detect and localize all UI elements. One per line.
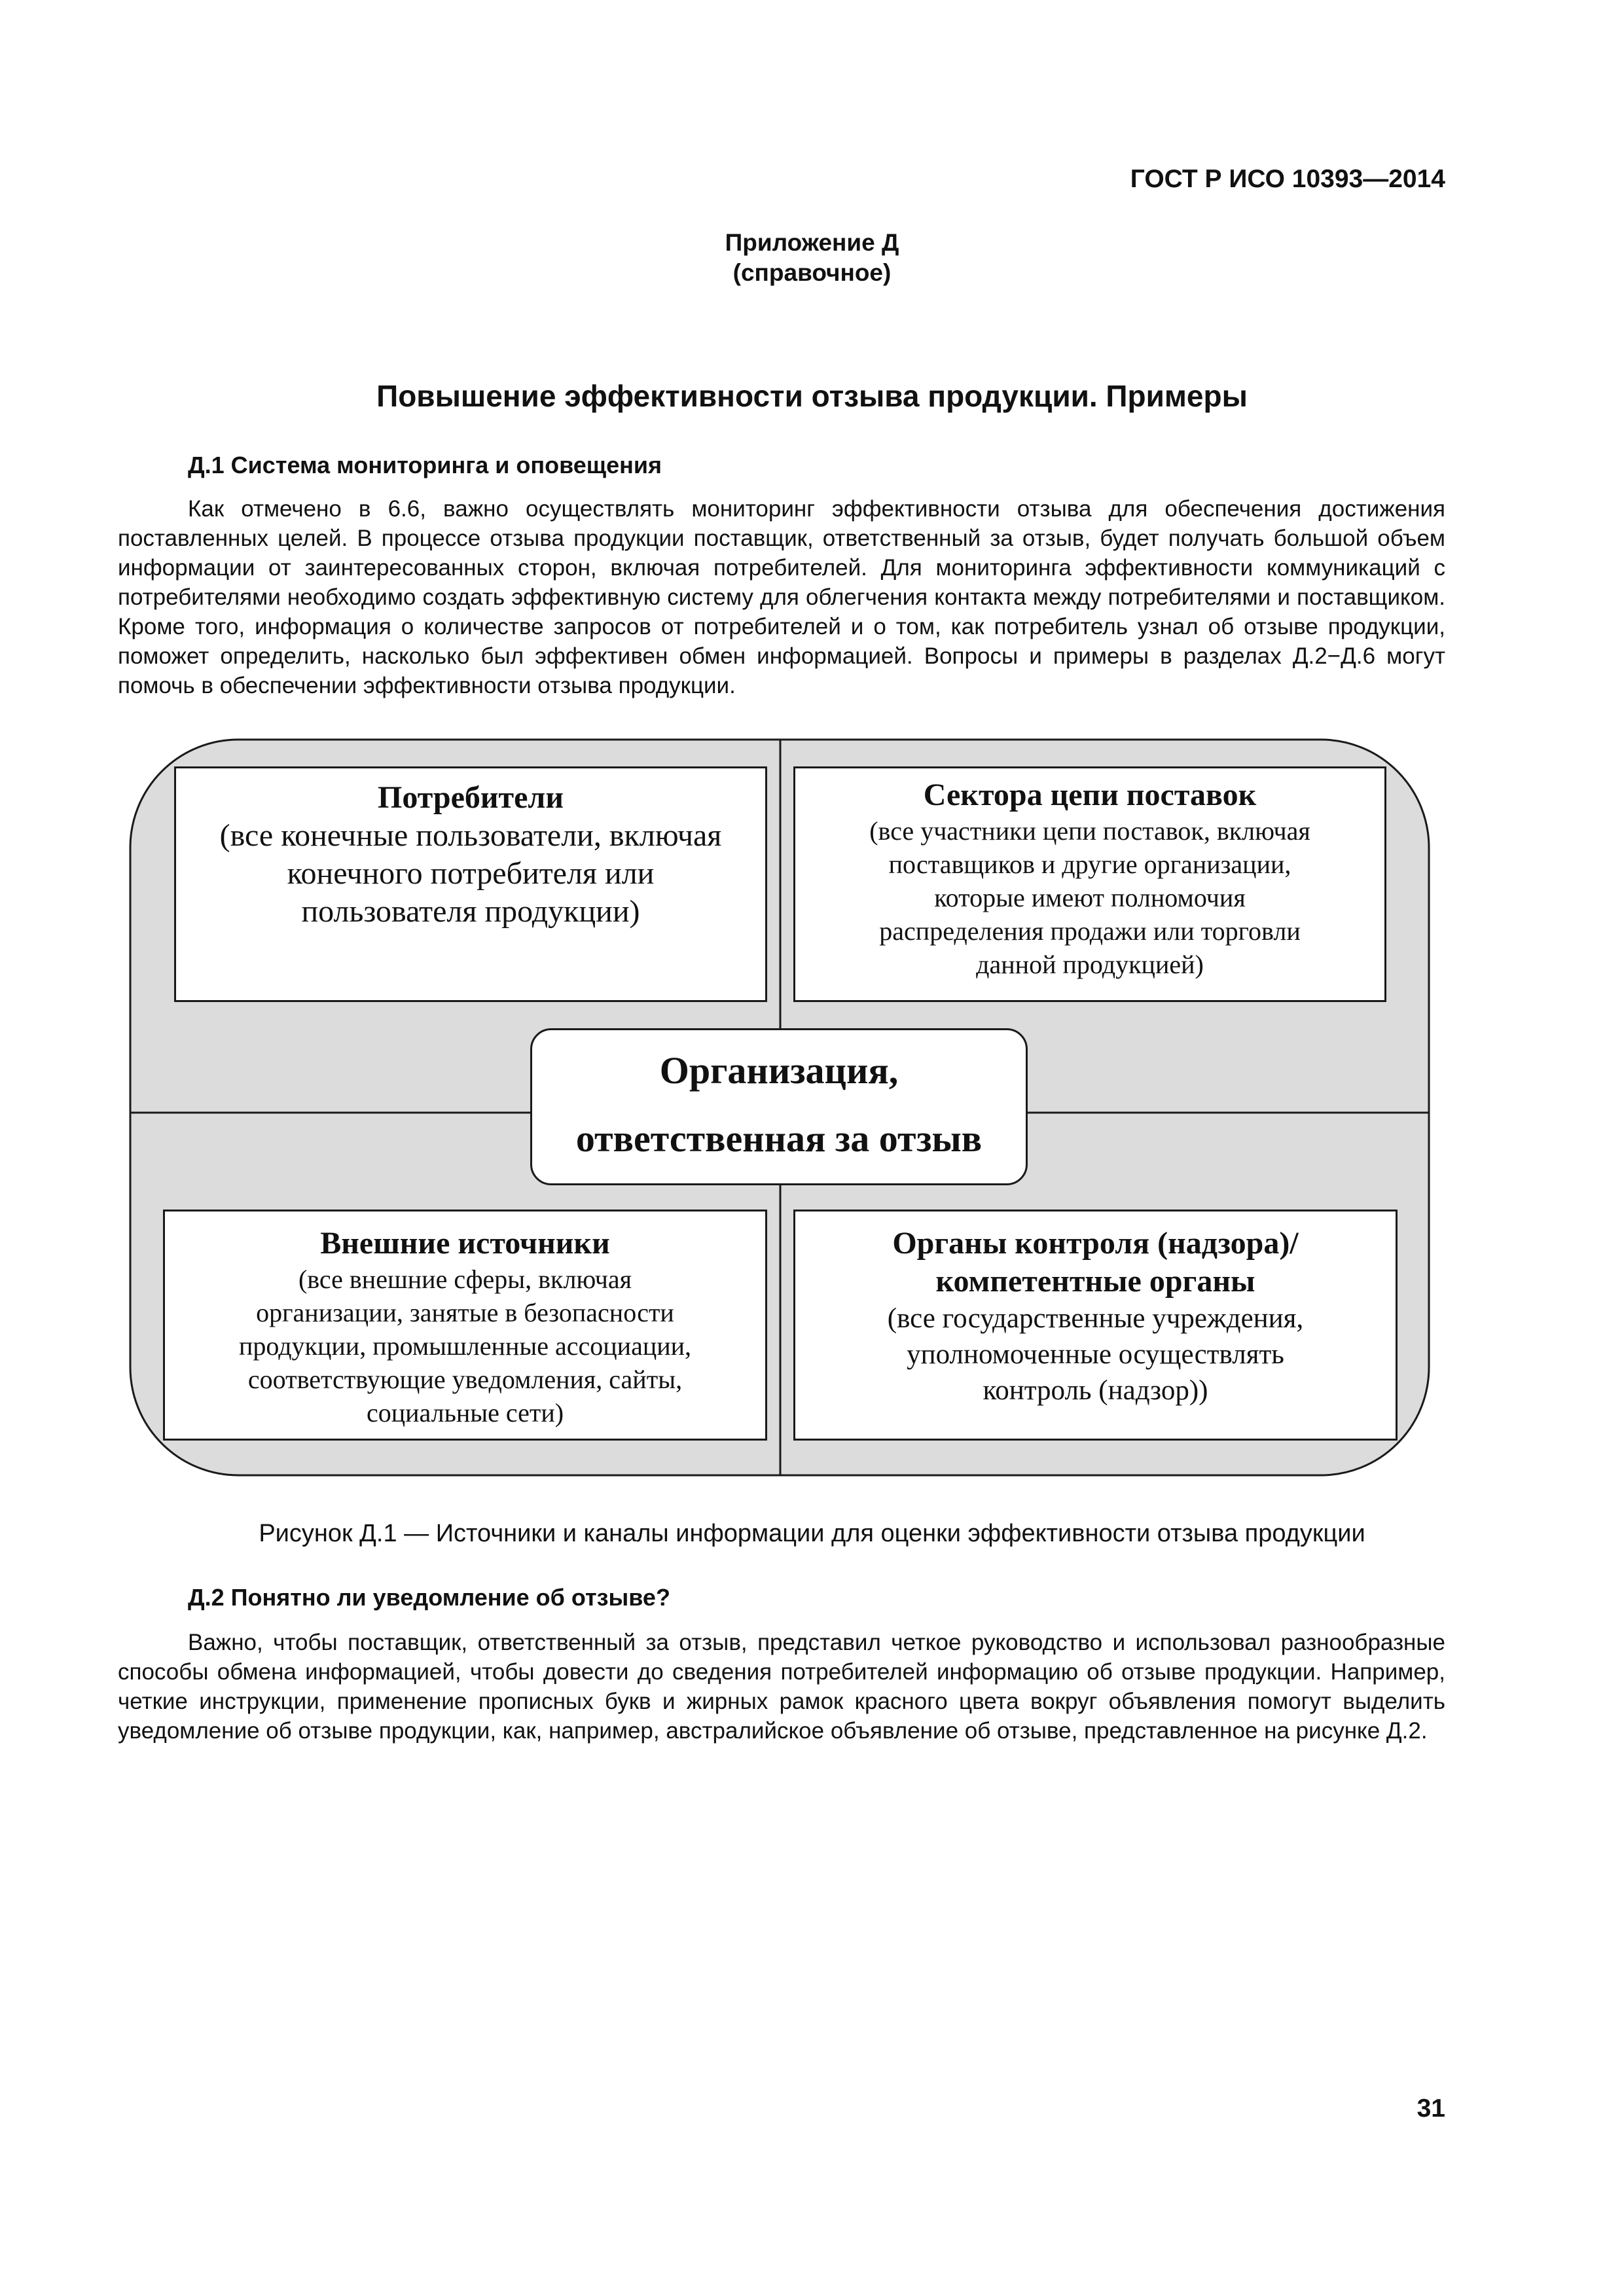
- supervisory-title-line1: Органы контроля (надзора)/: [892, 1226, 1299, 1261]
- external-sources-box: [163, 1210, 767, 1441]
- section-d2-paragraph: Важно, чтобы поставщик, ответственный за отзыв, представил четкое руководство и использовал разнообразные способы обмена информацией, чтобы довести до сведения потребителей информацию об отзыве продукции. Например, четкие инструкции, применение прописных букв и жирных рамок красного цвета вокруг объявления помогут выделить уведомление об отзыве продукции, как, например, австралийское объявление об отзыве, представленное на рисунке Д.2.: [118, 1630, 1445, 1744]
- supervisory-line: контроль (надзор)): [983, 1375, 1208, 1406]
- external-sources-line: организации, занятые в безопасности: [256, 1298, 674, 1327]
- consumers-box: [174, 766, 767, 1002]
- external-sources-title: Внешние источники: [320, 1226, 610, 1261]
- section-d1-heading: Д.1 Система мониторинга и оповещения: [188, 452, 662, 478]
- figure-d1: [128, 738, 1431, 1477]
- recall-organization-line2: ответственная за отзыв: [575, 1117, 983, 1160]
- consumers-line: конечного потребителя или: [287, 856, 655, 891]
- standard-code: ГОСТ Р ИСО 10393—2014: [1130, 165, 1445, 193]
- section-d1-paragraph: Как отмечено в 6.6, важно осуществлять мониторинг эффективности отзыва для обеспечения достижения поставленных целей. В процессе отзыва продукции поставщик, ответственный за отзыв, будет получать большой объем информации от заинтересованных сторон, включая потребителей. Для мониторинга эффективности коммуникаций с потребителями необходимо создать эффективную систему для облегчения контакта между потребителями и поставщиком. Кроме того, информация о количестве запросов от потребителей и о том, как потребитель узнал об отзыве продукции, поможет определить, насколько был эффективен обмен информацией. Вопросы и примеры в разделах Д.2−Д.6 могут помочь в обеспечении эффективности отзыва продукции.: [118, 496, 1445, 698]
- external-sources-line: (все внешние сферы, включая: [298, 1265, 632, 1294]
- figure-caption: Рисунок Д.1 — Источники и каналы информации для оценки эффективности отзыва продукции: [259, 1520, 1365, 1547]
- consumers-line: (все конечные пользователи, включая: [219, 818, 722, 853]
- supervisory-title-line2: компетентные органы: [935, 1264, 1255, 1299]
- supervisory-authorities-box: [793, 1210, 1398, 1441]
- supervisory-line: уполномоченные осуществлять: [907, 1339, 1284, 1370]
- main-title: Повышение эффективности отзыва продукции. Примеры: [376, 379, 1248, 413]
- supply-chain-title: Сектора цепи поставок: [923, 778, 1257, 812]
- page-number: 31: [1416, 2094, 1445, 2123]
- supply-chain-line: данной продукцией): [976, 950, 1204, 979]
- consumers-line: пользователя продукции): [301, 894, 640, 929]
- supply-chain-box: [793, 766, 1386, 1002]
- external-sources-line: соответствующие уведомления, сайты,: [247, 1365, 683, 1394]
- appendix-subtitle: (справочное): [732, 259, 892, 286]
- recall-organization-line1: Организация,: [659, 1049, 899, 1092]
- supply-chain-line: (все участники цепи поставок, включая: [869, 816, 1310, 846]
- supply-chain-line: распределения продажи или торговли: [879, 916, 1301, 946]
- external-sources-line: продукции, промышленные ассоциации,: [238, 1331, 692, 1361]
- appendix-title: Приложение Д: [725, 229, 899, 256]
- supply-chain-line: поставщиков и другие организации,: [888, 850, 1291, 879]
- consumers-title: Потребители: [378, 780, 564, 815]
- recall-organization-box: [530, 1028, 1028, 1185]
- supervisory-line: (все государственные учреждения,: [887, 1303, 1304, 1334]
- supply-chain-line: которые имеют полномочия: [934, 883, 1246, 912]
- section-d2-heading: Д.2 Понятно ли уведомление об отзыве?: [188, 1584, 670, 1611]
- external-sources-line: социальные сети): [366, 1398, 564, 1427]
